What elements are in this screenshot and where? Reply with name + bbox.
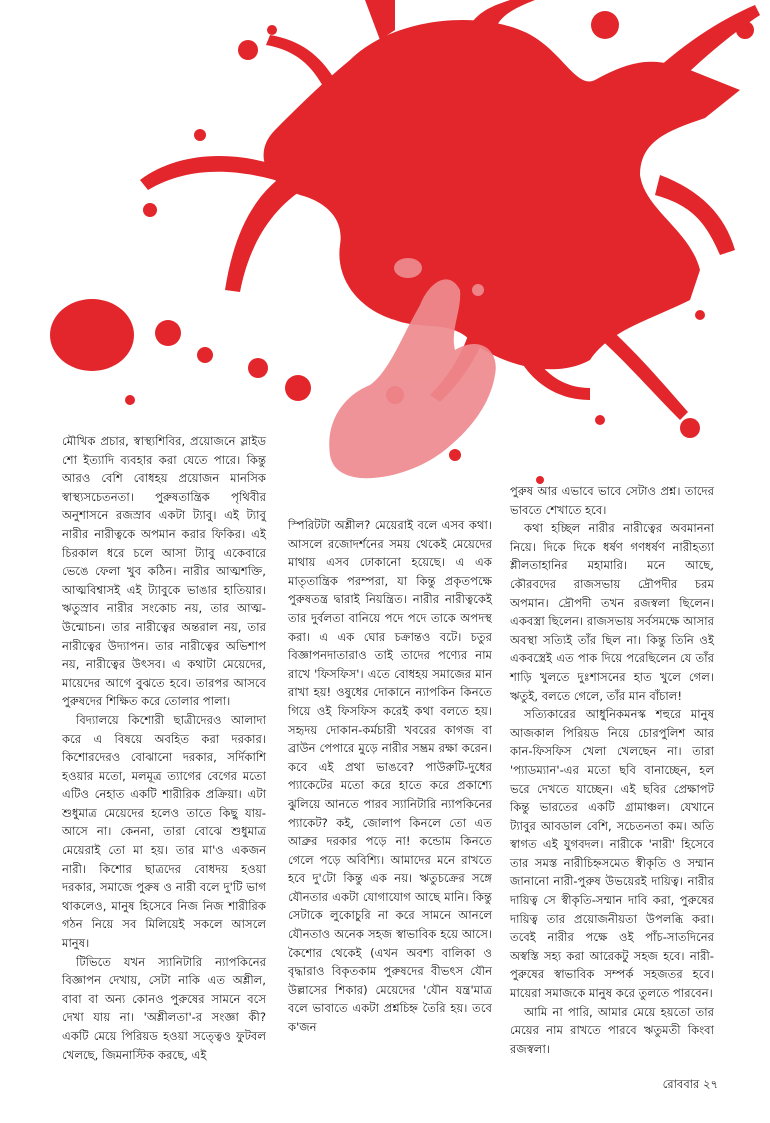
text-column-1 xyxy=(62,432,266,1064)
page-footer: রোববার ২৭ xyxy=(662,1077,718,1091)
paragraph: স্পিরিটটা অশ্লীল? মেয়েরাই বলে এসব কথা। আসলে রজোদর্শনের সময় থেকেই মেয়েদের মাথায় এসব ঢোকানো হয়েছে। এ এক মাতৃতান্ত্রিক পরম্পরা, যা কিন্তু প্রকৃতপক্ষে পুরুষতন্ত্র দ্বারাই নিয়ন্ত্রিত। নারীর নারীত্বকেই তার দুর্বলতা বানিয়ে পদে পদে তাকে অপদস্থ করা। এ এক ঘোর চক্রান্তও বটে। চতুর বিজ্ঞাপনদাতারাও তাই তাদের পণ্যের নাম রাখে 'ফিসফিস'। এতে বোধহয় সমাজের মান রাখা হয়! ওষুধের দোকানে ন্যাপকিন কিনতে গিয়ে ওই ফিসফিস করেই কথা বলতে হয়। সহৃদয় দোকান-কর্মচারী খবরের কাগজ বা ব্রাউন পেপারে মুড়ে নারীর সম্ভ্রম রক্ষা করেন। কবে এই প্রথা ভাঙবে? পাউরুটি-দুধের প্যাকেটের মতো করে হাতে করে প্রকাশ্যে ঝুলিয়ে আনতে পারব স্যানিটারি ন্যাপকিনের প্যাকেট? কই, জোলাপ কিনলে তো এত আব্রুর দরকার পড়ে না! কন্ডোম কিনতে গেলে পড়ে অবিশ্যি। আমাদের মনে রাখতে হবে দু'টো কিন্তু এক নয়। ঋতুচক্রের সঙ্গে যৌনতার একটা যোগাযোগ আছে মানি। কিন্তু সেটাকে লুকোচুরি না করে সামনে আনলে যৌনতাও অনেক সহজ স্বাভাবিক হয়ে আসে। কৈশোর থেকেই (এখন অবশ্য বালিকা ও বৃদ্ধারাও বিকৃতকাম পুরুষদের বীভৎস যৌন উল্লাসের শিকার) মেয়েদের 'যৌন যন্ত্র'মাত্র বলে ভাবাতে একটা প্রশ্নচিহ্ন তৈরি হয়। তবে ক'জন xyxy=(288,518,492,1035)
paragraph: আমি না পারি, আমার মেয়ে হয়তো তার মেয়ের নাম রাখতে পারবে ঋতুমতী কিংবা রজস্বলা। xyxy=(510,1004,714,1056)
paragraph: টিভিতে যখন স্যানিটারি ন্যাপকিনের বিজ্ঞাপন দেখায়, সেটা নাকি এত অশ্লীল, বাবা বা অন্য কোনও পুরুষের সামনে বসে দেখা যায় না। 'অশ্লীলতা'-র সংজ্ঞা কী? একটি মেয়ে পিরিয়ড হওয়া সত্ত্বেও ফুটবল খেলছে, জিমনাস্টিক করছে, এই xyxy=(62,954,266,1062)
paragraph: পুরুষ আর এভাবে ভাবে সেটাও প্রশ্ন। তাদের ভাবতে শেখাতে হবে। xyxy=(510,484,714,517)
paragraph: বিদ্যালয়ে কিশোরী ছাত্রীদেরও আলাদা করে এ বিষয়ে অবহিত করা দরকার। কিশোরদেরও বোঝানো দরকার, সর্দিকাশি হওয়ার মতো, মলমূত্র ত্যাগের বেগের মতো এটিও নেহাত একটি শারীরিক প্রক্রিয়া। এটা শুধুমাত্র মেয়েদের হলেও তাতে কিছু যায়-আসে না। কেননা, তারা বোঝে শুধুমাত্র মেয়েরাই তো মা হয়। তার মা'ও একজন নারী। কিশোর ছাত্রদের বোধদয় হওয়া দরকার, সমাজে পুরুষ ও নারী বলে দু'টি ভাগ থাকলেও, মানুষ হিসেবে নিজ নিজ শারীরিক গঠন নিয়ে সব মিলিয়েই সকলে আসলে মানুষ। xyxy=(62,712,266,951)
paragraph: মৌখিক প্রচার, স্বাস্থ্যশিবির, প্রয়োজনে স্লাইড শো ইত্যাদি ব্যবহার করা যেতে পারে। কিন্তু আরও বেশি বোধহয় প্রয়োজন মানসিক স্বাস্থ্যসচেতনতা। পুরুষতান্ত্রিক পৃথিবীর অনুশাসনে রজস্রাব একটা ট্যাবু। এই ট্যাবু নারীর নারীত্বকে অপমান করার ফিকির। এই চিরকাল ধরে চলে আসা ট্যাবু একেবারে ভেঙে ফেলা খুব কঠিন। নারীর আত্মশক্তি, আত্মবিশ্বাসই এই ট্যাবুকে ভাঙার হাতিয়ার। ঋতুস্রাব নারীর সংকোচ নয়, তার আত্ম-উন্মোচন। তার নারীত্বের অন্তরাল নয়, তার নারীত্বের উদ্যাপন। তার নারীত্বের অভিশাপ নয়, নারীত্বের উৎসব। এ কথাটা মেয়েদের, মায়েদের আগে বুঝতে হবে। তারপর আসবে পুরুষদের শিক্ষিত করে তোলার পালা। xyxy=(62,434,266,709)
text-column-2 xyxy=(288,516,492,1037)
paragraph: সত্যিকারের আধুনিকমনস্ক শহুরে মানুষ আজকাল পিরিয়ড নিয়ে চোরপুলিশ আর কান-ফিসফিস খেলা খেলছেন না। তারা 'প্যাডম্যান'-এর মতো ছবি বানাচ্ছেন, হল ভরে দেখতে যাচ্ছেন। এই ছবির প্রেক্ষাপট কিন্তু ভারতের একটি গ্রামাঞ্চল। যেখানে ট্যাবুর আবডাল বেশি, সচেতনতা কম। অতি স্বাগত এই যুগবদল। নারীকে 'নারী' হিসেবে তার সমস্ত নারীচিহ্নসমেত স্বীকৃতি ও সম্মান জানানো নারী-পুরুষ উভয়েরই দায়িত্ব। নারীর দায়িত্ব সে স্বীকৃতি-সম্মান দাবি করা, পুরুষের দায়িত্ব তার প্রয়োজনীয়তা উপলব্ধি করা। তবেই নারীর পক্ষে ওই পাঁচ-সাতদিনের অস্বস্তি সহ্য করা আরেকটু সহজ হবে। নারী-পুরুষের স্বাভাবিক সম্পর্ক সহজতর হবে। মায়েরা সমাজকে মানুষ করে তুলতে পারবেন। xyxy=(510,707,714,1001)
text-column-3 xyxy=(510,482,714,1058)
paragraph: কথা হচ্ছিল নারীর নারীত্বের অবমাননা নিয়ে। দিকে দিকে ধর্ষণ গণধর্ষণ নারীহত্যা শ্লীলতাহানির মহামারি। মনে আছে, কৌরবদের রাজসভায় দ্রৌপদীর চরম অপমান। দ্রৌপদী তখন রজস্বলা ছিলেন। একবস্ত্রা ছিলেন। রাজসভায় সর্বসমক্ষে আসার অবস্থা সত্যিই তাঁর ছিল না। কিন্তু তিনি ওই একবস্ত্রেই এত পাক দিয়ে পরেছিলেন যে তাঁর শাড়ি খুলতে দুঃশাসনের হাত খুলে গেল। ঋতুই, বলতে গেলে, তাঁর মান বাঁচাল! xyxy=(510,521,714,703)
